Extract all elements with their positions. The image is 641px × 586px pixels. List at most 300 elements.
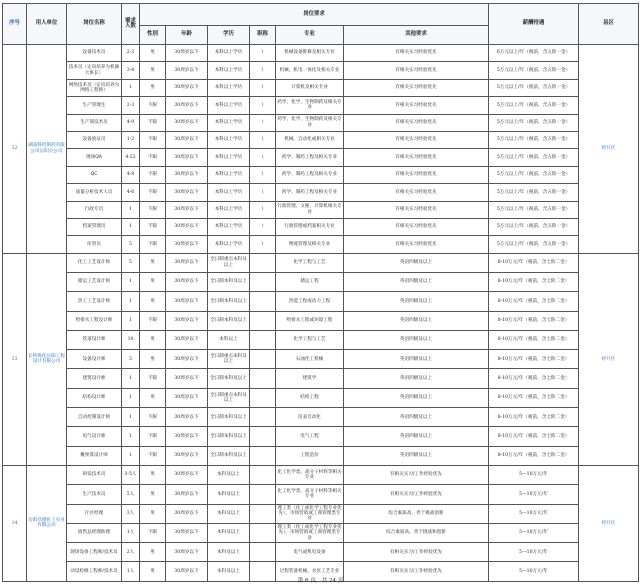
other-cell: 有相关实习/工作经验优先 bbox=[344, 465, 489, 484]
salary-cell: 5万元以上/年（税前，含五险一金） bbox=[489, 166, 579, 183]
title-cell bbox=[250, 446, 276, 465]
other-cell: 英语四级及以上 bbox=[344, 446, 489, 465]
title-cell: \ bbox=[250, 131, 276, 148]
gender-cell: 男 bbox=[140, 272, 166, 291]
other-cell: 英语四级及以上 bbox=[344, 350, 489, 369]
edu-cell: 本科以上学历 bbox=[208, 149, 250, 166]
position-cell: 销售总经理助理 bbox=[67, 523, 122, 542]
gender-cell: 不限 bbox=[140, 218, 166, 235]
table-row bbox=[3, 253, 639, 272]
table-row bbox=[3, 369, 639, 388]
group-unit: 长岭炼化岳阳工程设计有限公司 bbox=[27, 253, 67, 465]
other-cell: 有相关实习经验优先 bbox=[344, 166, 489, 183]
count-cell: 3人 bbox=[122, 504, 140, 523]
position-cell: 设备验证员 bbox=[67, 131, 122, 148]
gender-cell: 男 bbox=[140, 45, 166, 62]
gender-cell: 不限 bbox=[140, 369, 166, 388]
age-cell: 30周岁以下 bbox=[166, 97, 208, 114]
edu-cell: 本科以上学历 bbox=[208, 218, 250, 235]
edu-cell: 本科以上学历 bbox=[208, 236, 250, 253]
salary-cell: 5—10万元/年 bbox=[489, 543, 579, 562]
count-cell: 1 bbox=[122, 369, 140, 388]
group-area: 经开区 bbox=[579, 45, 639, 254]
major-cell: 药学、制药工程及相关专业 bbox=[276, 149, 344, 166]
salary-cell: 5—10万元/年 bbox=[489, 485, 579, 504]
other-cell: 英语四级及以上 bbox=[344, 388, 489, 407]
count-cell: 1 bbox=[122, 272, 140, 291]
major-cell: 行政管理、文秘、计算机相关专业 bbox=[276, 201, 344, 218]
edu-cell: 本科以上学历 bbox=[208, 201, 250, 218]
major-cell: 储运工程 bbox=[276, 272, 344, 291]
count-cell: 1-2 bbox=[122, 131, 140, 148]
title-cell bbox=[250, 465, 276, 484]
header-unit: 用人单位 bbox=[27, 4, 67, 45]
title-cell: \ bbox=[250, 236, 276, 253]
position-cell: 给排水工程设计师 bbox=[67, 311, 122, 330]
gender-cell: 不限 bbox=[140, 114, 166, 131]
position-cell: 现场设备工程师/技术员 bbox=[67, 543, 122, 562]
major-cell: 计算机及相关专业 bbox=[276, 79, 344, 96]
edu-cell: 本科及以上 bbox=[208, 523, 250, 542]
major-cell: 机械、机电一体化及相关专业 bbox=[276, 62, 344, 79]
age-cell: 30周岁以下 bbox=[166, 253, 208, 272]
title-cell: \ bbox=[250, 218, 276, 235]
major-cell: 过程装备机械、水泵工艺专业 bbox=[276, 562, 344, 581]
header-position: 岗位名称 bbox=[67, 4, 122, 45]
table-row bbox=[3, 62, 639, 79]
major-cell: 电气工程 bbox=[276, 427, 344, 446]
gender-cell: 男 bbox=[140, 62, 166, 79]
age-cell: 30周岁以下 bbox=[166, 350, 208, 369]
other-cell: 有相关实习经验优先 bbox=[344, 201, 489, 218]
position-cell: 行政专员 bbox=[67, 201, 122, 218]
position-cell: 动设检修工程师/技术员 bbox=[67, 562, 122, 581]
title-cell bbox=[250, 311, 276, 330]
other-cell: 有相关实习/工作经验优先 bbox=[344, 485, 489, 504]
major-cell: 机械、自动化或相关专业 bbox=[276, 131, 344, 148]
salary-cell: 5万元以上/年（税前，含五险一金） bbox=[489, 62, 579, 79]
gender-cell: 男 bbox=[140, 562, 166, 581]
other-cell: 有相关实习经验优先 bbox=[344, 184, 489, 201]
header-requirements: 岗位要求 bbox=[140, 4, 489, 26]
edu-cell: 本科及以上 bbox=[208, 504, 250, 523]
age-cell: 30周岁以下 bbox=[166, 330, 208, 349]
title-cell bbox=[250, 350, 276, 369]
group-unit: 湖南科伦制药有限公司岳阳分公司 bbox=[27, 45, 67, 254]
other-cell: 英语四级及以上 bbox=[344, 369, 489, 388]
position-cell: 生产技术员 bbox=[67, 485, 122, 504]
other-cell: 英语四级及以上 bbox=[344, 292, 489, 311]
recruitment-table bbox=[2, 3, 639, 582]
group-seq: 14 bbox=[3, 465, 27, 581]
major-cell: 结构工程 bbox=[276, 388, 344, 407]
edu-cell: 本科以上学历 bbox=[208, 131, 250, 148]
title-cell bbox=[250, 523, 276, 542]
edu-cell: 本科以上学历 bbox=[208, 62, 250, 79]
other-cell: 有相关实习经验优先 bbox=[344, 79, 489, 96]
position-cell: 设备设计师 bbox=[67, 350, 122, 369]
position-cell: 储运工艺设计师 bbox=[67, 272, 122, 291]
gender-cell: 不限 bbox=[140, 427, 166, 446]
salary-cell: 8-10万元/年（税前，含七险二金） bbox=[489, 388, 579, 407]
title-cell bbox=[250, 253, 276, 272]
table-row bbox=[3, 523, 639, 542]
count-cell: 10 bbox=[122, 330, 140, 349]
count-cell: 1 bbox=[122, 201, 140, 218]
position-cell: 概预算设计师 bbox=[67, 446, 122, 465]
title-cell bbox=[250, 504, 276, 523]
age-cell: 30周岁以下 bbox=[166, 292, 208, 311]
table-row bbox=[3, 408, 639, 427]
header-seq: 序号 bbox=[3, 4, 27, 45]
table-row bbox=[3, 201, 639, 218]
major-cell: 理工类（化工或化学工程专业优先）、市场营销或工商管理类专业 bbox=[277, 505, 342, 522]
age-cell: 30周岁以下 bbox=[166, 218, 208, 235]
age-cell: 30周岁以下 bbox=[166, 543, 208, 562]
position-cell: 生产管理生 bbox=[67, 97, 122, 114]
major-cell: 机械设备维修及相关专业 bbox=[276, 45, 344, 62]
salary-cell: 8-10万元/年（税前，含七险二金） bbox=[489, 253, 579, 272]
title-cell bbox=[250, 427, 276, 446]
gender-cell: 男 bbox=[140, 485, 166, 504]
gender-cell: 男 bbox=[140, 543, 166, 562]
major-cell: 药学、制药工程及相关专业 bbox=[276, 166, 344, 183]
table-row bbox=[3, 427, 639, 446]
position-cell: 质量分析技术人员 bbox=[67, 184, 122, 201]
position-cell: 研发技术员 bbox=[67, 465, 122, 484]
edu-cell: 全日制本科及以上 bbox=[208, 408, 250, 427]
count-cell: 4-6 bbox=[122, 184, 140, 201]
table-row bbox=[3, 79, 639, 96]
count-cell: 1 bbox=[122, 311, 140, 330]
edu-cell: 全日制本科及以上 bbox=[208, 292, 250, 311]
other-cell: 有相关实习经验优先 bbox=[344, 97, 489, 114]
position-cell: 现场QA bbox=[67, 149, 122, 166]
other-cell: 有相关实习经验优先 bbox=[344, 45, 489, 62]
header-title: 职称 bbox=[250, 26, 276, 45]
salary-cell: 5万元以上/年（税前，含五险一金） bbox=[489, 218, 579, 235]
edu-cell: 本科及以上 bbox=[208, 485, 250, 504]
count-cell: 2-3 bbox=[122, 45, 140, 62]
header-count: 需求人数 bbox=[122, 4, 140, 45]
other-cell: 有相关实习经验优先 bbox=[344, 62, 489, 79]
edu-cell: 本科及以上 bbox=[208, 562, 250, 581]
gender-cell: 男 bbox=[140, 330, 166, 349]
edu-cell: 本科及以上 bbox=[208, 465, 250, 484]
salary-cell: 5万元以上/年（税前，含五险一金） bbox=[489, 97, 579, 114]
salary-cell: 8-10万元/年（税前，含七险二金） bbox=[489, 311, 579, 330]
header-other: 其他要求 bbox=[344, 26, 489, 45]
major-cell: 理工类（化工或化学工程专业优先）、市场营销或工商管理类专业 bbox=[277, 524, 342, 541]
header-gender: 性别 bbox=[140, 26, 166, 45]
age-cell: 30周岁以下 bbox=[166, 114, 208, 131]
salary-cell: 5万元以上/年（税前，含五险一金） bbox=[489, 201, 579, 218]
salary-cell: 8-10万元/年（税前，含七险二金） bbox=[489, 369, 579, 388]
major-cell: 行政管理或档案相关专业 bbox=[276, 218, 344, 235]
salary-cell: 5万元以上/年（税前，含五险一金） bbox=[489, 236, 579, 253]
age-cell: 30周岁以下 bbox=[166, 523, 208, 542]
title-cell bbox=[250, 485, 276, 504]
age-cell: 30周岁以下 bbox=[166, 427, 208, 446]
major-cell: 化工化学类、高分子材料等相关专业 bbox=[276, 485, 344, 504]
salary-cell: 8-10万元/年（税前，含七险二金） bbox=[489, 427, 579, 446]
table-row bbox=[3, 236, 639, 253]
age-cell: 30周岁以下 bbox=[166, 79, 208, 96]
gender-cell: 不限 bbox=[140, 446, 166, 465]
age-cell: 30周岁以下 bbox=[166, 408, 208, 427]
group-seq: 12 bbox=[3, 45, 27, 254]
gender-cell: 男 bbox=[140, 465, 166, 484]
other-cell: 有相关实习经验优先 bbox=[344, 131, 489, 148]
major-cell: 热能工程或动力工程 bbox=[276, 292, 344, 311]
major-cell: 给排水工程或环境工程 bbox=[276, 311, 344, 330]
count-cell: 1 bbox=[122, 79, 140, 96]
count-cell: 1 bbox=[122, 446, 140, 465]
table-row bbox=[3, 218, 639, 235]
title-cell bbox=[250, 272, 276, 291]
header-edu: 学历 bbox=[208, 26, 250, 45]
edu-cell: 全日制本科及以上 bbox=[208, 369, 250, 388]
salary-cell: 5万元以上/年（税前，含五险一金） bbox=[489, 184, 579, 201]
position-cell: 自动控制设计师 bbox=[67, 408, 122, 427]
age-cell: 30周岁以下 bbox=[166, 388, 208, 407]
edu-cell: 本科以上学历 bbox=[208, 79, 250, 96]
age-cell: 30周岁以下 bbox=[166, 446, 208, 465]
title-cell: \ bbox=[250, 166, 276, 183]
edu-cell: 本科以上学历 bbox=[208, 166, 250, 183]
table-row bbox=[3, 184, 639, 201]
gender-cell: 男 bbox=[140, 79, 166, 96]
edu-cell: 本科及以上 bbox=[208, 543, 250, 562]
title-cell bbox=[250, 369, 276, 388]
count-cell: 2人 bbox=[122, 543, 140, 562]
table-row bbox=[3, 465, 639, 484]
other-cell: 有相关实习经验优先 bbox=[344, 236, 489, 253]
gender-cell: 不限 bbox=[140, 408, 166, 427]
edu-cell: 全日制本科及以上 bbox=[208, 311, 250, 330]
gender-cell: 不限 bbox=[140, 131, 166, 148]
header-row bbox=[3, 4, 639, 26]
count-cell: 1 bbox=[122, 292, 140, 311]
position-cell: 生产部技术员 bbox=[67, 114, 122, 131]
other-cell: 英语四级及以上 bbox=[344, 272, 489, 291]
table-row bbox=[3, 388, 639, 407]
header-major: 专业 bbox=[276, 26, 344, 45]
gender-cell: 不限 bbox=[140, 523, 166, 542]
edu-cell: 本科以上学历 bbox=[208, 114, 250, 131]
position-cell: 热工工艺设计师 bbox=[67, 292, 122, 311]
position-cell: 化工工艺设计师 bbox=[67, 253, 122, 272]
title-cell: \ bbox=[250, 114, 276, 131]
other-cell: 有相关实习经验优先 bbox=[344, 218, 489, 235]
salary-cell: 5万元以上/年（税前，含五险一金） bbox=[489, 79, 579, 96]
major-cell: 药学、化学、生物制药及相关专业 bbox=[276, 97, 344, 114]
age-cell: 30周岁以下 bbox=[166, 311, 208, 330]
table-row bbox=[3, 166, 639, 183]
group-area: 经开区 bbox=[579, 465, 639, 581]
table-row bbox=[3, 330, 639, 349]
title-cell: \ bbox=[250, 62, 276, 79]
salary-cell: 8-10万元/年（税前，含七险二金） bbox=[489, 350, 579, 369]
other-cell: 英语四级及以上 bbox=[344, 253, 489, 272]
other-cell: 有相关实习/工作经验优先 bbox=[344, 562, 489, 581]
age-cell: 30周岁以下 bbox=[166, 45, 208, 62]
count-cell: 5 bbox=[122, 253, 140, 272]
count-cell: 5 bbox=[122, 236, 140, 253]
gender-cell: 男 bbox=[140, 388, 166, 407]
count-cell: 1 bbox=[122, 388, 140, 407]
age-cell: 30周岁以下 bbox=[166, 236, 208, 253]
page-footer: 第 6 页，共 24 页 bbox=[297, 578, 344, 584]
other-cell: 英语四级及以上 bbox=[344, 330, 489, 349]
major-cell: 化工化学类、高分子材料等相关专业 bbox=[276, 465, 344, 484]
other-cell: 有相关实习经验优先 bbox=[344, 149, 489, 166]
title-cell: \ bbox=[250, 184, 276, 201]
major-cell: 化学工程与工艺 bbox=[276, 253, 344, 272]
table-row bbox=[3, 543, 639, 562]
gender-cell: 男 bbox=[140, 504, 166, 523]
table-row bbox=[3, 45, 639, 62]
gender-cell: 不限 bbox=[140, 201, 166, 218]
gender-cell: 不限 bbox=[140, 236, 166, 253]
position-cell: QC bbox=[67, 166, 122, 183]
title-cell: \ bbox=[250, 79, 276, 96]
age-cell: 30周岁以下 bbox=[166, 485, 208, 504]
header-age: 年龄 bbox=[166, 26, 208, 45]
title-cell bbox=[250, 388, 276, 407]
position-cell: 建筑设计师 bbox=[67, 369, 122, 388]
count-cell: 5人 bbox=[122, 485, 140, 504]
title-cell bbox=[250, 292, 276, 311]
position-cell: 管道设计师 bbox=[67, 330, 122, 349]
salary-cell: 8-10万元/年（税前，含七险二金） bbox=[489, 272, 579, 291]
title-cell bbox=[250, 543, 276, 562]
table-row bbox=[3, 311, 639, 330]
major-cell: 化学工程与工艺 bbox=[276, 330, 344, 349]
major-cell: 仪表自动化 bbox=[276, 408, 344, 427]
age-cell: 30周岁以下 bbox=[166, 504, 208, 523]
edu-cell: 全日制重点本科及以上 bbox=[208, 350, 250, 369]
edu-cell: 本科以上 bbox=[208, 330, 250, 349]
count-cell: 4-22 bbox=[122, 149, 140, 166]
other-cell: 英语四级及以上 bbox=[344, 311, 489, 330]
table-row bbox=[3, 292, 639, 311]
salary-cell: 8-10万元/年（税前，含七险二金） bbox=[489, 330, 579, 349]
count-cell: 1人 bbox=[122, 562, 140, 581]
salary-cell: 6万元以上/年（税前，含五险一金） bbox=[489, 45, 579, 62]
other-cell: 英语四级及以上 bbox=[344, 427, 489, 446]
position-cell: 设备技术员 bbox=[67, 45, 122, 62]
table-row bbox=[3, 504, 639, 523]
salary-cell: 5万元以上/年（税前，含五险一金） bbox=[489, 131, 579, 148]
table-row bbox=[3, 97, 639, 114]
position-cell: 结构设计师 bbox=[67, 388, 122, 407]
edu-cell: 全日制重点本科及以上 bbox=[208, 253, 250, 272]
other-cell: 英语四级及以上 bbox=[344, 408, 489, 427]
gender-cell: 男 bbox=[140, 292, 166, 311]
header-salary: 薪酬待遇 bbox=[489, 4, 579, 45]
salary-cell: 8-10万元/年（税前，含七险二金） bbox=[489, 408, 579, 427]
table-body bbox=[3, 45, 639, 582]
table-row bbox=[3, 149, 639, 166]
count-cell: 3-4 bbox=[122, 62, 140, 79]
edu-cell: 本科以上学历 bbox=[208, 45, 250, 62]
edu-cell: 全日制重点本科及以上 bbox=[208, 388, 250, 407]
table-row bbox=[3, 350, 639, 369]
salary-cell: 5—10万元/年 bbox=[489, 465, 579, 484]
position-cell: 网络技术员（定向培养为网络工程师） bbox=[67, 79, 122, 96]
major-cell: 建筑学 bbox=[276, 369, 344, 388]
age-cell: 30周岁以下 bbox=[166, 149, 208, 166]
salary-cell: 8-10万元/年（税前，含七险二金） bbox=[489, 446, 579, 465]
count-cell: 3-5人 bbox=[122, 465, 140, 484]
table-row bbox=[3, 131, 639, 148]
other-cell: 综合素质高、善于挑战创新 bbox=[344, 504, 489, 523]
gender-cell: 不限 bbox=[140, 311, 166, 330]
other-cell: 综合素质高、善于挑战和创新 bbox=[344, 523, 489, 542]
major-cell: 电气或机电设备 bbox=[276, 543, 344, 562]
group-seq: 13 bbox=[3, 253, 27, 465]
count-cell: 1 bbox=[122, 427, 140, 446]
age-cell: 30周岁以下 bbox=[166, 465, 208, 484]
age-cell: 30周岁以下 bbox=[166, 272, 208, 291]
salary-cell: 5—10万元/年 bbox=[489, 523, 579, 542]
age-cell: 30周岁以下 bbox=[166, 369, 208, 388]
gender-cell: 不限 bbox=[140, 97, 166, 114]
title-cell: \ bbox=[250, 149, 276, 166]
header-area: 县区 bbox=[579, 4, 639, 45]
edu-cell: 全日制本科及以上 bbox=[208, 272, 250, 291]
edu-cell: 全日制本科及以上 bbox=[208, 427, 250, 446]
gender-cell: 男 bbox=[140, 350, 166, 369]
count-cell: 2-3 bbox=[122, 97, 140, 114]
edu-cell: 本科以上学历 bbox=[208, 184, 250, 201]
count-cell: 1 bbox=[122, 218, 140, 235]
group-area: 经开区 bbox=[579, 253, 639, 465]
age-cell: 30周岁以下 bbox=[166, 166, 208, 183]
major-cell: 物流管理及相关专业 bbox=[276, 236, 344, 253]
age-cell: 30周岁以下 bbox=[166, 562, 208, 581]
major-cell: 药学、制药工程及相关专业 bbox=[276, 184, 344, 201]
major-cell: 工程造价 bbox=[276, 446, 344, 465]
gender-cell: 不限 bbox=[140, 184, 166, 201]
count-cell: 4-8 bbox=[122, 166, 140, 183]
salary-cell: 5—10万元/年 bbox=[489, 562, 579, 581]
age-cell: 30周岁以下 bbox=[166, 184, 208, 201]
gender-cell: 男 bbox=[140, 253, 166, 272]
table-row bbox=[3, 446, 639, 465]
position-cell: 片区经理 bbox=[67, 504, 122, 523]
group-unit: 岳阳昌德化工实业有限公司 bbox=[27, 465, 67, 581]
age-cell: 30周岁以下 bbox=[166, 62, 208, 79]
count-cell: 4-9 bbox=[122, 114, 140, 131]
table-row bbox=[3, 114, 639, 131]
major-cell: 石油化工机械 bbox=[276, 350, 344, 369]
count-cell: 1 bbox=[122, 408, 140, 427]
edu-cell: 本科以上学历 bbox=[208, 97, 250, 114]
title-cell: \ bbox=[250, 97, 276, 114]
title-cell bbox=[250, 408, 276, 427]
salary-cell: 5—10万元/年 bbox=[489, 504, 579, 523]
gender-cell: 不限 bbox=[140, 166, 166, 183]
salary-cell: 5万元以上/年（税前，含五险一金） bbox=[489, 149, 579, 166]
count-cell: 1人 bbox=[122, 523, 140, 542]
other-cell: 有相关实习经验优先 bbox=[344, 114, 489, 131]
age-cell: 30周岁以下 bbox=[166, 131, 208, 148]
title-cell: \ bbox=[250, 201, 276, 218]
table-row bbox=[3, 272, 639, 291]
gender-cell: 不限 bbox=[140, 149, 166, 166]
